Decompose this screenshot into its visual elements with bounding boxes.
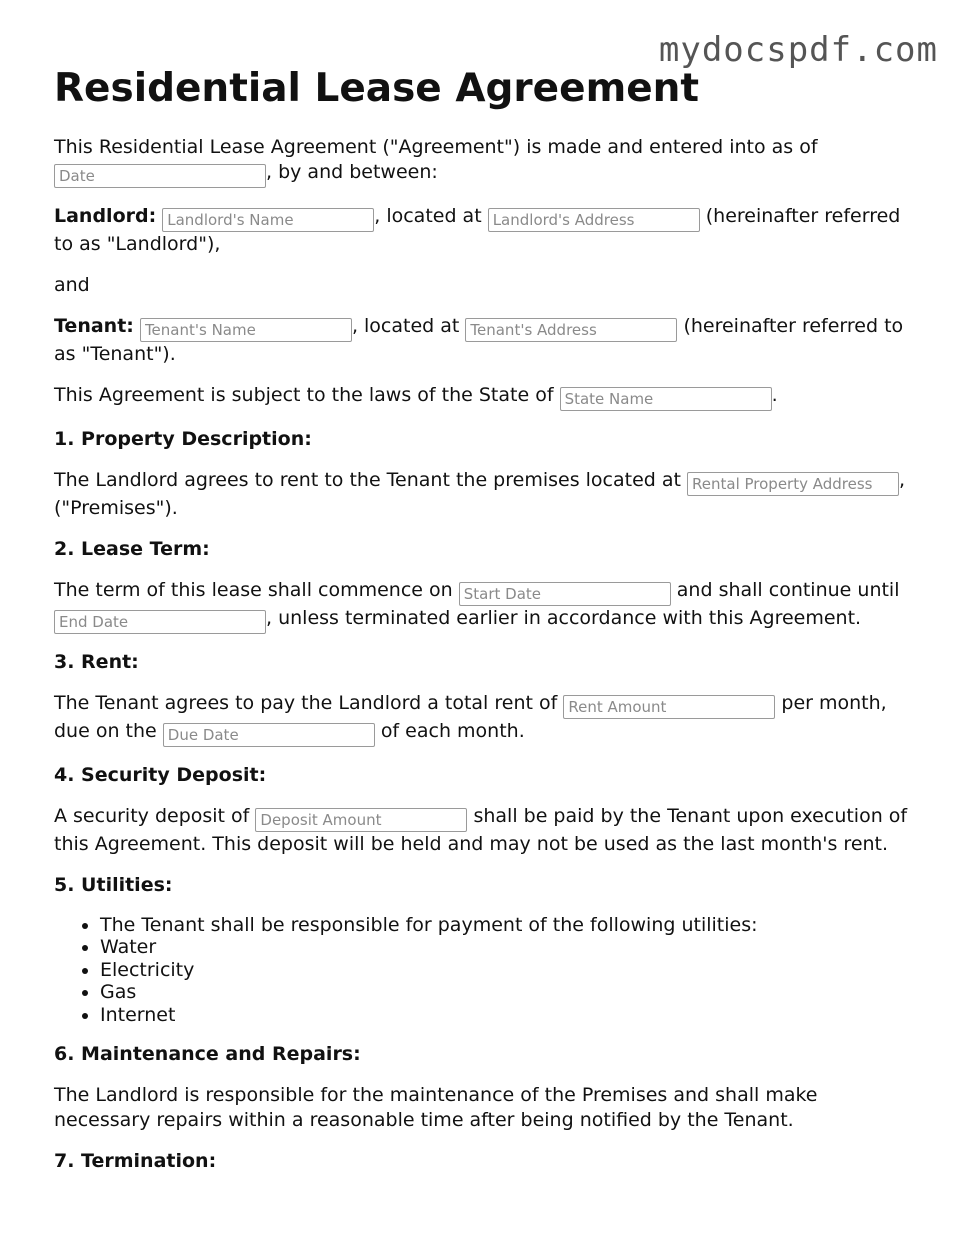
lease-term-text: The term of this lease shall commence on: [54, 578, 453, 601]
tenant-address-field[interactable]: [465, 318, 677, 342]
property-text: The Landlord agrees to rent to the Tenant the premises located at: [54, 468, 681, 491]
landlord-paragraph: [54, 204, 914, 257]
rent-text-after: of each month.: [380, 719, 525, 742]
list-item: • Internet: [100, 1004, 914, 1027]
list-item: • The Tenant shall be responsible for payment of the following utilities:: [100, 914, 914, 937]
intro-text: This Residential Lease Agreement ("Agreement") is made and entered into as of: [54, 135, 818, 158]
rent-amount-field[interactable]: [563, 695, 775, 719]
due-date-field[interactable]: [163, 723, 375, 747]
section-title-maintenance: 6. Maintenance and Repairs:: [54, 1043, 361, 1066]
utilities-list: [54, 914, 914, 1027]
tenant-suffix-text: (hereinafter referred to as "Tenant").: [54, 314, 904, 365]
lease-term-paragraph: [54, 578, 914, 634]
laws-paragraph: [54, 383, 914, 411]
deposit-paragraph: [54, 804, 914, 857]
watermark: mydocspdf.com: [658, 30, 938, 70]
tenant-label: Tenant:: [54, 314, 134, 337]
list-item: • Gas: [100, 981, 914, 1004]
start-date-field[interactable]: [459, 582, 671, 606]
landlord-label: Landlord:: [54, 204, 157, 227]
rent-paragraph: [54, 691, 914, 747]
section-title-utilities: 5. Utilities:: [54, 873, 173, 896]
tenant-name-field[interactable]: [140, 318, 352, 342]
lease-term-middle-text: and shall continue until: [676, 578, 900, 601]
rent-middle-text: per month, due on the: [54, 691, 887, 742]
deposit-amount-field[interactable]: [255, 808, 467, 832]
document-title: Residential Lease Agreement: [54, 66, 700, 111]
landlord-address-field[interactable]: [488, 208, 700, 232]
section-title-termination: 7. Termination:: [54, 1150, 217, 1173]
section-title-rent: 3. Rent:: [54, 650, 139, 673]
landlord-located-text: , located at: [374, 204, 482, 227]
list-item: • Electricity: [100, 959, 914, 982]
deposit-text: A security deposit of: [54, 804, 250, 827]
maintenance-paragraph: The Landlord is responsible for the maintenance of the Premises and shall make necessary repairs within a reasonable time after being notified by the Tenant.: [54, 1084, 818, 1132]
rent-text: The Tenant agrees to pay the Landlord a total rent of: [54, 691, 558, 714]
section-title-lease-term: 2. Lease Term:: [54, 537, 210, 560]
landlord-name-field[interactable]: [162, 208, 374, 232]
state-name-field[interactable]: [560, 387, 772, 411]
deposit-text-after: shall be paid by the Tenant upon execution of this Agreement. This deposit will be held and may not be used as the last month's rent.: [54, 804, 908, 855]
list-item: • Water: [100, 936, 914, 959]
lease-term-text-after: , unless terminated earlier in accordance with this Agreement.: [266, 606, 862, 629]
property-paragraph: [54, 468, 914, 521]
tenant-paragraph: [54, 314, 914, 367]
end-date-field[interactable]: [54, 610, 266, 634]
document-page: [54, 66, 914, 1190]
laws-text-after: .: [771, 383, 778, 406]
section-title-property: 1. Property Description:: [54, 427, 312, 450]
tenant-located-text: , located at: [351, 314, 460, 337]
laws-text: This Agreement is subject to the laws of the State of: [54, 383, 554, 406]
section-title-deposit: 4. Security Deposit:: [54, 763, 267, 786]
landlord-suffix-text: (hereinafter referred to as "Landlord"),: [54, 204, 901, 255]
intro-text-after: , by and between:: [266, 160, 438, 183]
property-text-after: , ("Premises").: [54, 468, 906, 519]
rental-property-address-field[interactable]: [687, 472, 899, 496]
and-text: and: [54, 273, 90, 296]
agreement-date-field[interactable]: [54, 164, 266, 188]
intro-paragraph: [54, 135, 914, 188]
